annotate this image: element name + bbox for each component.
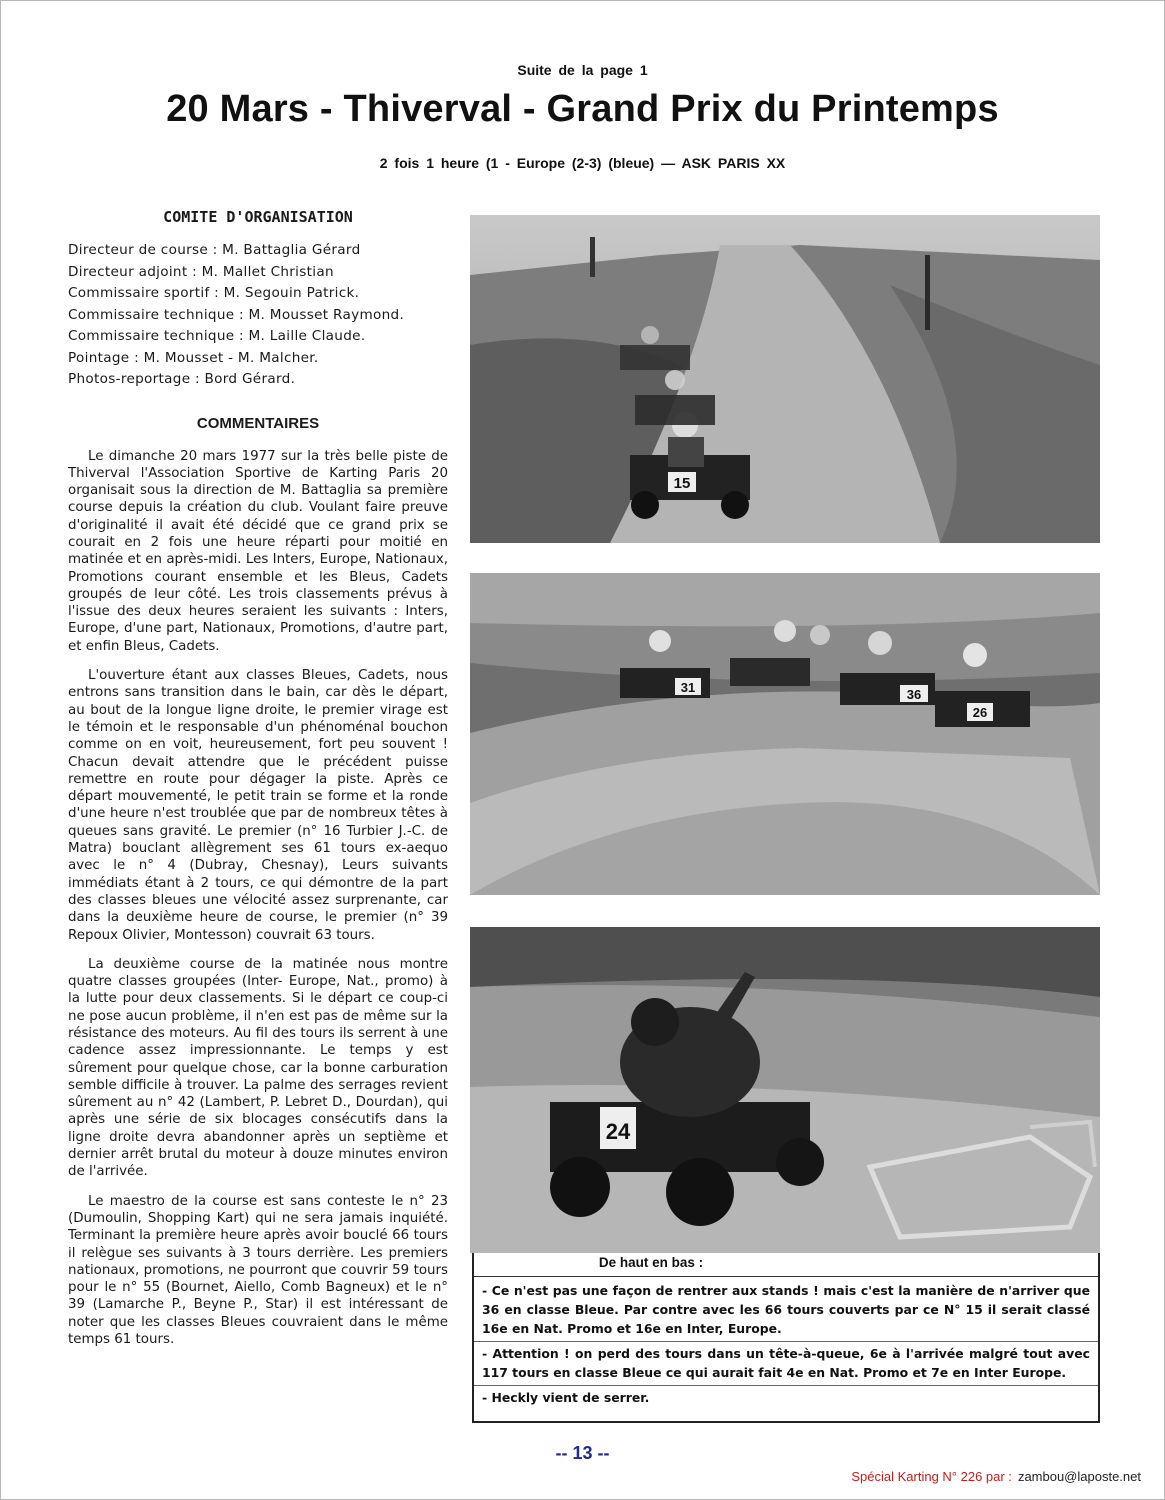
organisation-list <box>68 240 448 391</box>
article-column <box>68 208 448 1360</box>
photo-driver-waving <box>470 927 1100 1253</box>
organisation-item: Directeur adjoint : M. Mallet Christian <box>68 263 334 280</box>
comments-heading: COMMENTAIRES <box>196 414 320 432</box>
organisation-item: Commissaire technique : M. Laille Claude. <box>68 328 366 344</box>
kart-number: 15 <box>673 475 691 492</box>
photo-caption-box <box>472 1253 1100 1423</box>
credit-label: Spécial Karting N° 226 par : <box>851 1469 1012 1484</box>
organisation-item: Pointage : M. Mousset - M. Malcher. <box>68 349 319 366</box>
page-title: 20 Mars - Thiverval - Grand Prix du Printemps <box>166 88 999 130</box>
caption-divider <box>474 1276 1098 1277</box>
organisation-item: Commissaire sportif : M. Segouin Patrick. <box>68 285 360 301</box>
caption-item: - Heckly vient de serrer. <box>474 1385 1098 1407</box>
article-paragraph: Le dimanche 20 mars 1977 sur la très belle piste de Thiverval l'Association Sportive de Karting Paris 20 organisait sous la direction de M. Battaglia sa première course depuis la création du club. Voulant faire preuve d'originalité il avait été décidé que ce grand prix se courait en 2 fois une heure réparti pour moitié en matinée et en après-midi. Les Inters, Europe, Nationaux, Promotions courant ensemble et les Bleus, Cadets groupés de leur côté. Les trois classements prévus à l'issue des deux heures seraient les suivants : Inters, Europe, d'une part, Nationaux, Promotions, d'autre part, et enfin Bleus, Cadets. <box>68 448 448 654</box>
article-paragraph: Le maestro de la course est sans conteste le n° 23 (Dumoulin, Shopping Kart) qui ne sera jamais inquiété. Terminant la première heure après avoir bouclé 66 tours il relègue ses suivants à 3 tours derrière. Les premiers nationaux, promotions, ne pourront que couvrir 59 tours pour le n° 55 (Bournet, Aiello, Comb Bagneux) et le n° 39 (Lamarche P., Beyne P., Star) il est intéressant de noter que les classes Bleues couvraient dans le même temps 61 tours. <box>68 1193 448 1348</box>
photo-karts-bend <box>470 573 1100 895</box>
kart-number: 24 <box>605 1119 631 1144</box>
caption-heading: De haut en bas : <box>598 1255 704 1270</box>
kart-number: 31 <box>680 680 696 695</box>
publication-credit <box>851 1469 1141 1484</box>
caption-item: - Ce n'est pas une façon de rentrer aux stands ! mais c'est la manière de n'arriver que 36 en classe Bleue. Par contre avec les 66 tours couverts par ce N° 15 il serait classé 16e en Nat. Promo et 16e en Inter, Europe. <box>482 1283 1090 1336</box>
caption-item: - Attention ! on perd des tours dans un tête-à-queue, 6e à l'arrivée malgré tout avec 117 tours en classe Bleue ce qui aurait fait 4e en Nat. Promo et 7e en Inter Europe. <box>474 1341 1098 1382</box>
organisation-heading: COMITE D'ORGANISATION <box>163 208 353 226</box>
kart-number: 26 <box>972 705 988 720</box>
article-paragraph: La deuxième course de la matinée nous montre quatre classes groupées (Inter- Europe, Nat., promo) à la lutte pour deux classements. Si le départ ce coup-ci ne pose aucun problème, il n'en est pas de même sur la résistance des moteurs. Au fil des tours ils serrent à une cadence assez impressionnante. Le temps y est sûrement pour quelque chose, car la bonne carburation semble difficile à trouver. La palme des serrages revient sûrement au n° 42 (Lambert, P. Lebret D., Dourdan), qui après une série de six blocages consécutifs dans la ligne droite devra abandonner après un septième et dernier arrêt brutal du moteur à douze minutes environ de l'arrivée. <box>68 956 448 1180</box>
credit-email: zambou@laposte.net <box>1017 1469 1141 1484</box>
kart-number: 36 <box>906 687 922 702</box>
organisation-item: Directeur de course : M. Battaglia Gérard <box>68 242 361 258</box>
page-subtitle: 2 fois 1 heure (1 - Europe (2-3) (bleue) — ASK PARIS XX <box>379 155 786 171</box>
organisation-item: Commissaire technique : M. Mousset Raymond. <box>68 306 405 323</box>
continued-note: Suite de la page 1 <box>517 62 648 78</box>
organisation-item: Photos-reportage : Bord Gérard. <box>68 371 296 387</box>
article-paragraph: L'ouverture étant aux classes Bleues, Cadets, nous entrons sans transition dans le bain, car dès le départ, au bout de la longue ligne droite, le premier virage est le témoin et le responsable d'un phénoménal bouchon comme on en voit, heureusement, fort peu souvent ! Chacun devait attendre que le précédent puisse remettre en route pour dégager la piste. Après ce départ mouvementé, le petit train se forme et la ronde d'une heure n'est troublée que par de nombreux têtes à queues sans gravité. Le premier (n° 16 Turbier J.-C. de Matra) bouclant allègrement ses 61 tours ex-aequo avec le n° 4 (Dubray, Chesnay), Leurs suivants immédiats étant à 2 tours, ce qui démontre de la part des classes bleues une vélocité assez surprenante, car dans la deuxième heure de course, le premier (n° 39 Repoux Olivier, Montesson) couvrait 63 tours. <box>68 668 448 943</box>
photo-karts-straight <box>470 215 1100 543</box>
page-number: -- 13 -- <box>555 1443 610 1463</box>
